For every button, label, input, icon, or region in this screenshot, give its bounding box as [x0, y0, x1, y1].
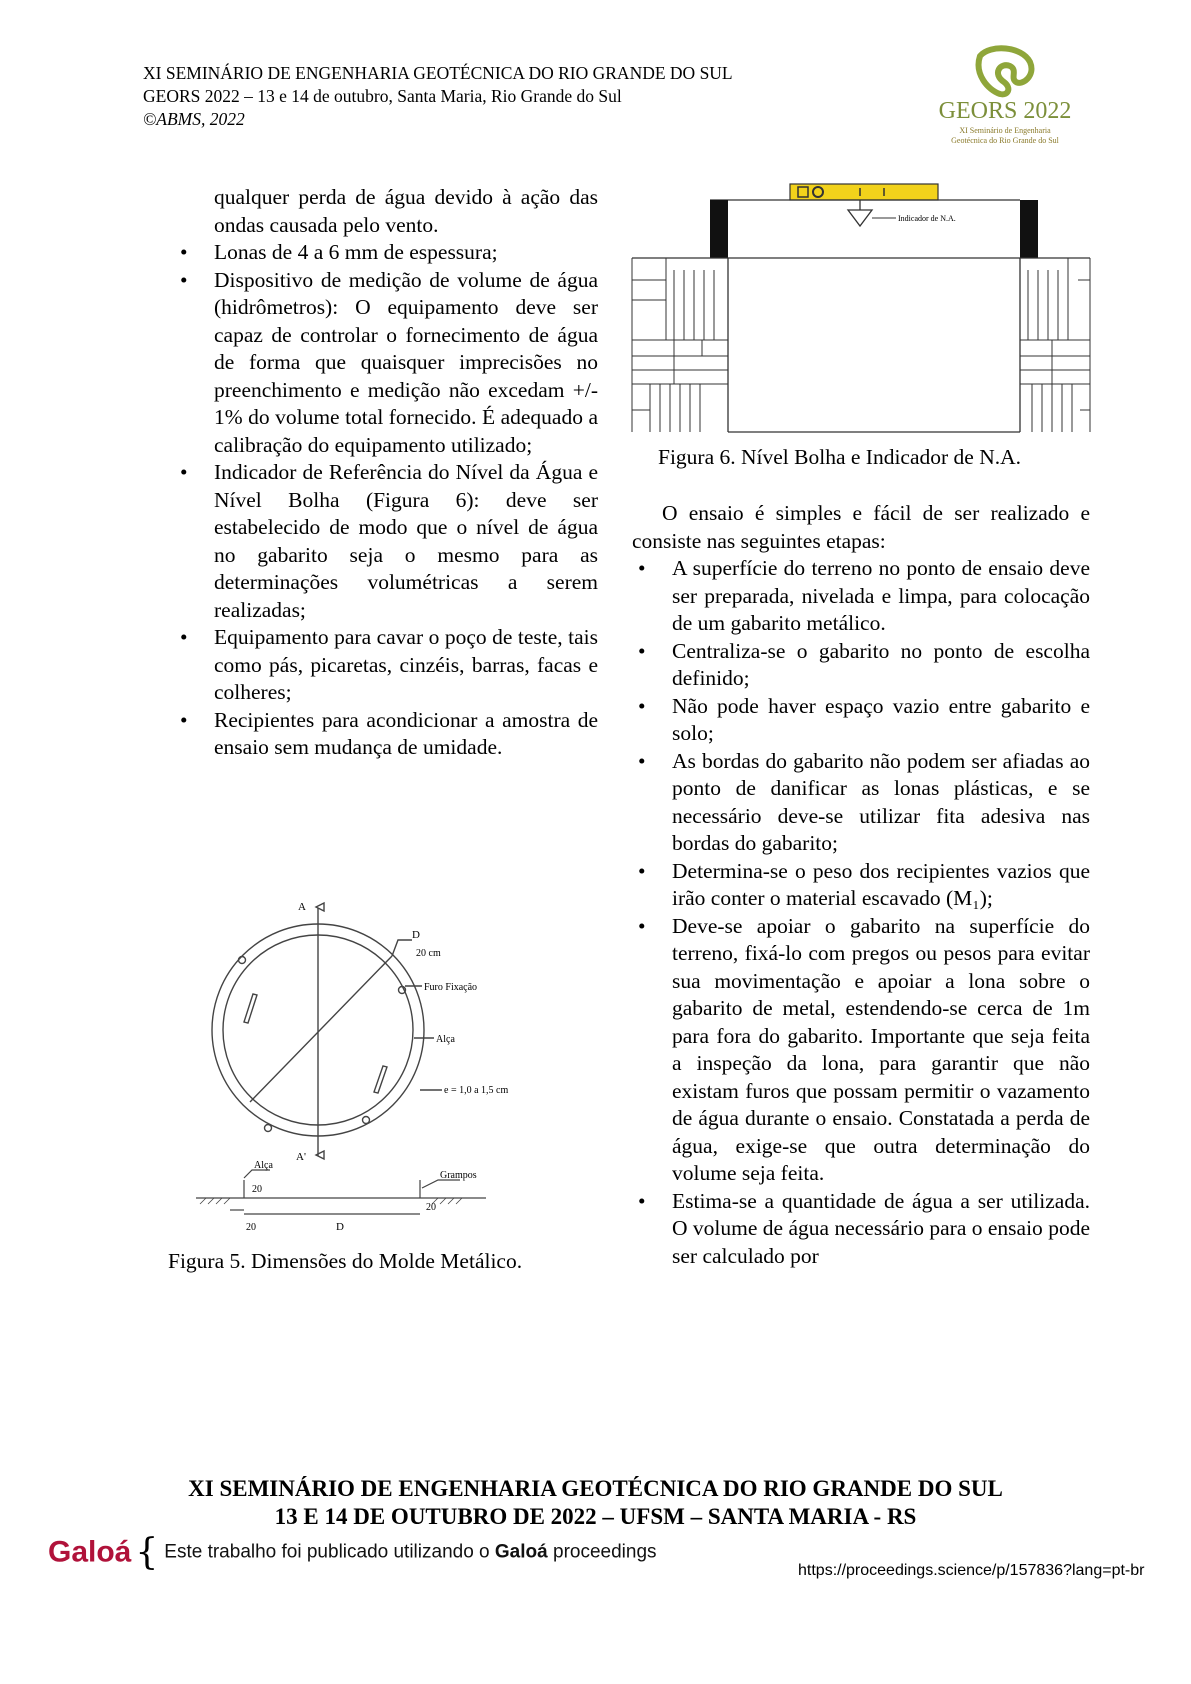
galoa-text: Este trabalho foi publicado utilizando o Galoá proceedings — [164, 1541, 657, 1563]
list-item: • Estima-se a quantidade de água a ser utilizada. O volume de água necessário para o ensaio pode ser calculado por — [638, 1188, 1090, 1268]
logo-swirl-icon — [979, 48, 1032, 94]
left-brick-wall — [632, 258, 728, 432]
list-item: • Centraliza-se o gabarito no ponto de escolha definido; — [638, 638, 1090, 690]
list-item: • Lonas de 4 a 6 mm de espessura; — [178, 239, 598, 267]
dim-20-bottom: 20 — [246, 1222, 256, 1233]
label-grampos: Grampos — [440, 1170, 477, 1181]
footer-title: XI SEMINÁRIO DE ENGENHARIA GEOTÉCNICA DO RIO GRANDE DO SUL — [188, 1476, 1003, 1501]
header-line-2: GEORS 2022 – 13 e 14 de outubro, Santa Maria, Rio Grande do Sul — [143, 86, 622, 106]
label-indicador-na: Indicador de N.A. — [898, 214, 956, 223]
logo-subtitle-1: XI Seminário de Engenharia — [959, 126, 1051, 135]
bullet-icon: • — [180, 707, 188, 732]
bullet-icon: • — [638, 556, 646, 580]
logo-title: GEORS 2022 — [938, 98, 1072, 124]
label-20cm: 20 cm — [416, 948, 441, 959]
section-label-a: A — [298, 901, 306, 913]
bullet-icon: • — [180, 240, 188, 264]
list-item: • Dispositivo de medição de volume de água (hidrômetros): O equipamento deve ser capaz de controlar o fornecimento de água de forma que quaisquer imprecisões no preenchimento e medição não excedam +/- 1% do volume total fornecido. É adequado a calibração do equipamento utilizado; — [180, 267, 598, 457]
bullet-icon: • — [638, 1188, 646, 1213]
list-item: • Deve-se apoiar o gabarito na superfície do terreno, fixá-lo com pregos ou pesos para evitar sua movimentação e apoiar a lona sobre o gabarito de metal, estendendo-se cerca de 1m para fora do gabarito. Importante que seja feita a inspeção da lona, para garantir que não existam furos que possam permitir o vazamento de água durante o ensaio. Constatada a perda de água, exige-se que outra determinação do volume seja feita. — [638, 913, 1090, 1185]
list-item: • Indicador de Referência do Nível da Água e Nível Bolha (Figura 6): deve ser estabelecido de modo que o nível de água no gabarito seja o mesmo para as determinações volumétricas a serem realizadas; — [180, 460, 598, 622]
bullet-icon: • — [638, 693, 646, 718]
bullet-icon: • — [180, 625, 188, 649]
section-label-a-prime: A' — [296, 1151, 306, 1163]
procedure-steps-list — [632, 555, 1090, 1270]
list-item: • Equipamento para cavar o poço de teste, tais como pás, picaretas, cinzéis, barras, facas e colheres; — [180, 625, 598, 704]
label-furo-fixacao: Furo Fixação — [424, 982, 478, 993]
bullet-icon: • — [638, 638, 646, 663]
galoa-banner[interactable] — [48, 1532, 657, 1573]
footer-subtitle-clipped: 13 E 14 DE OUTUBRO DE 2022 – UFSM – SANTA MARIA - RS — [274, 1504, 917, 1529]
georS-logo — [930, 44, 1080, 156]
water-level-marker-icon — [848, 210, 872, 226]
list-item: • Determina-se o peso dos recipientes vazios que irão conter o material escavado (M₁); — [638, 858, 1090, 910]
dim-diameter: D — [336, 1221, 344, 1233]
right-column — [632, 500, 1090, 1270]
procedure-intro: O ensaio é simples e fácil de ser realizado e consiste nas seguintes etapas: — [632, 501, 1090, 553]
left-column — [178, 184, 598, 762]
dim-20-right: 20 — [426, 1202, 436, 1213]
bullet-icon: • — [180, 460, 188, 484]
list-item: • A superfície do terreno no ponto de ensaio deve ser preparada, nivelada e limpa, para colocação de um gabarito metálico. — [638, 556, 1090, 635]
list-item: • Não pode haver espaço vazio entre gabarito e solo; — [638, 693, 1090, 745]
label-alca: Alça — [436, 1034, 455, 1045]
brace-icon: { — [135, 1532, 159, 1573]
list-continuation: qualquer perda de água devido à ação das ondas causada pelo vento. — [214, 185, 598, 237]
label-thickness: e = 1,0 a 1,5 cm — [444, 1085, 509, 1096]
bullet-icon: • — [180, 267, 188, 292]
list-item: • As bordas do gabarito não podem ser afiadas ao ponto de danificar as lonas plásticas, e se necessário deve-se utilizar fita adesiva nas bordas do gabarito; — [638, 748, 1090, 855]
figure-6-caption: Figura 6. Nível Bolha e Indicador de N.A. — [658, 445, 1022, 469]
header-line-1: XI SEMINÁRIO DE ENGENHARIA GEOTÉCNICA DO RIO GRANDE DO SUL — [143, 63, 733, 83]
figure-5-mold-diagram — [190, 880, 510, 1235]
figure-6-level-diagram — [632, 180, 1090, 442]
label-alca-section: Alça — [254, 1160, 273, 1171]
label-diameter: D — [412, 929, 420, 941]
dim-20-top: 20 — [252, 1184, 262, 1195]
header-line-3: ©ABMS, 2022 — [143, 109, 245, 129]
right-brick-wall — [1020, 258, 1090, 432]
bullet-icon: • — [638, 913, 646, 938]
running-header — [143, 62, 733, 131]
logo-subtitle-2: Geotécnica do Rio Grande do Sul — [951, 136, 1059, 145]
bullet-icon: • — [638, 858, 646, 883]
galoa-logo: Galoá — [48, 1535, 132, 1569]
figure-5-caption: Figura 5. Dimensões do Molde Metálico. — [168, 1249, 523, 1273]
equipment-list — [178, 239, 598, 762]
bullet-icon: • — [638, 748, 646, 773]
list-item: • Recipientes para acondicionar a amostra de ensaio sem mudança de umidade. — [180, 707, 598, 759]
proceedings-url-link[interactable]: https://proceedings.science/p/157836?lang=pt-br — [798, 1562, 1145, 1579]
